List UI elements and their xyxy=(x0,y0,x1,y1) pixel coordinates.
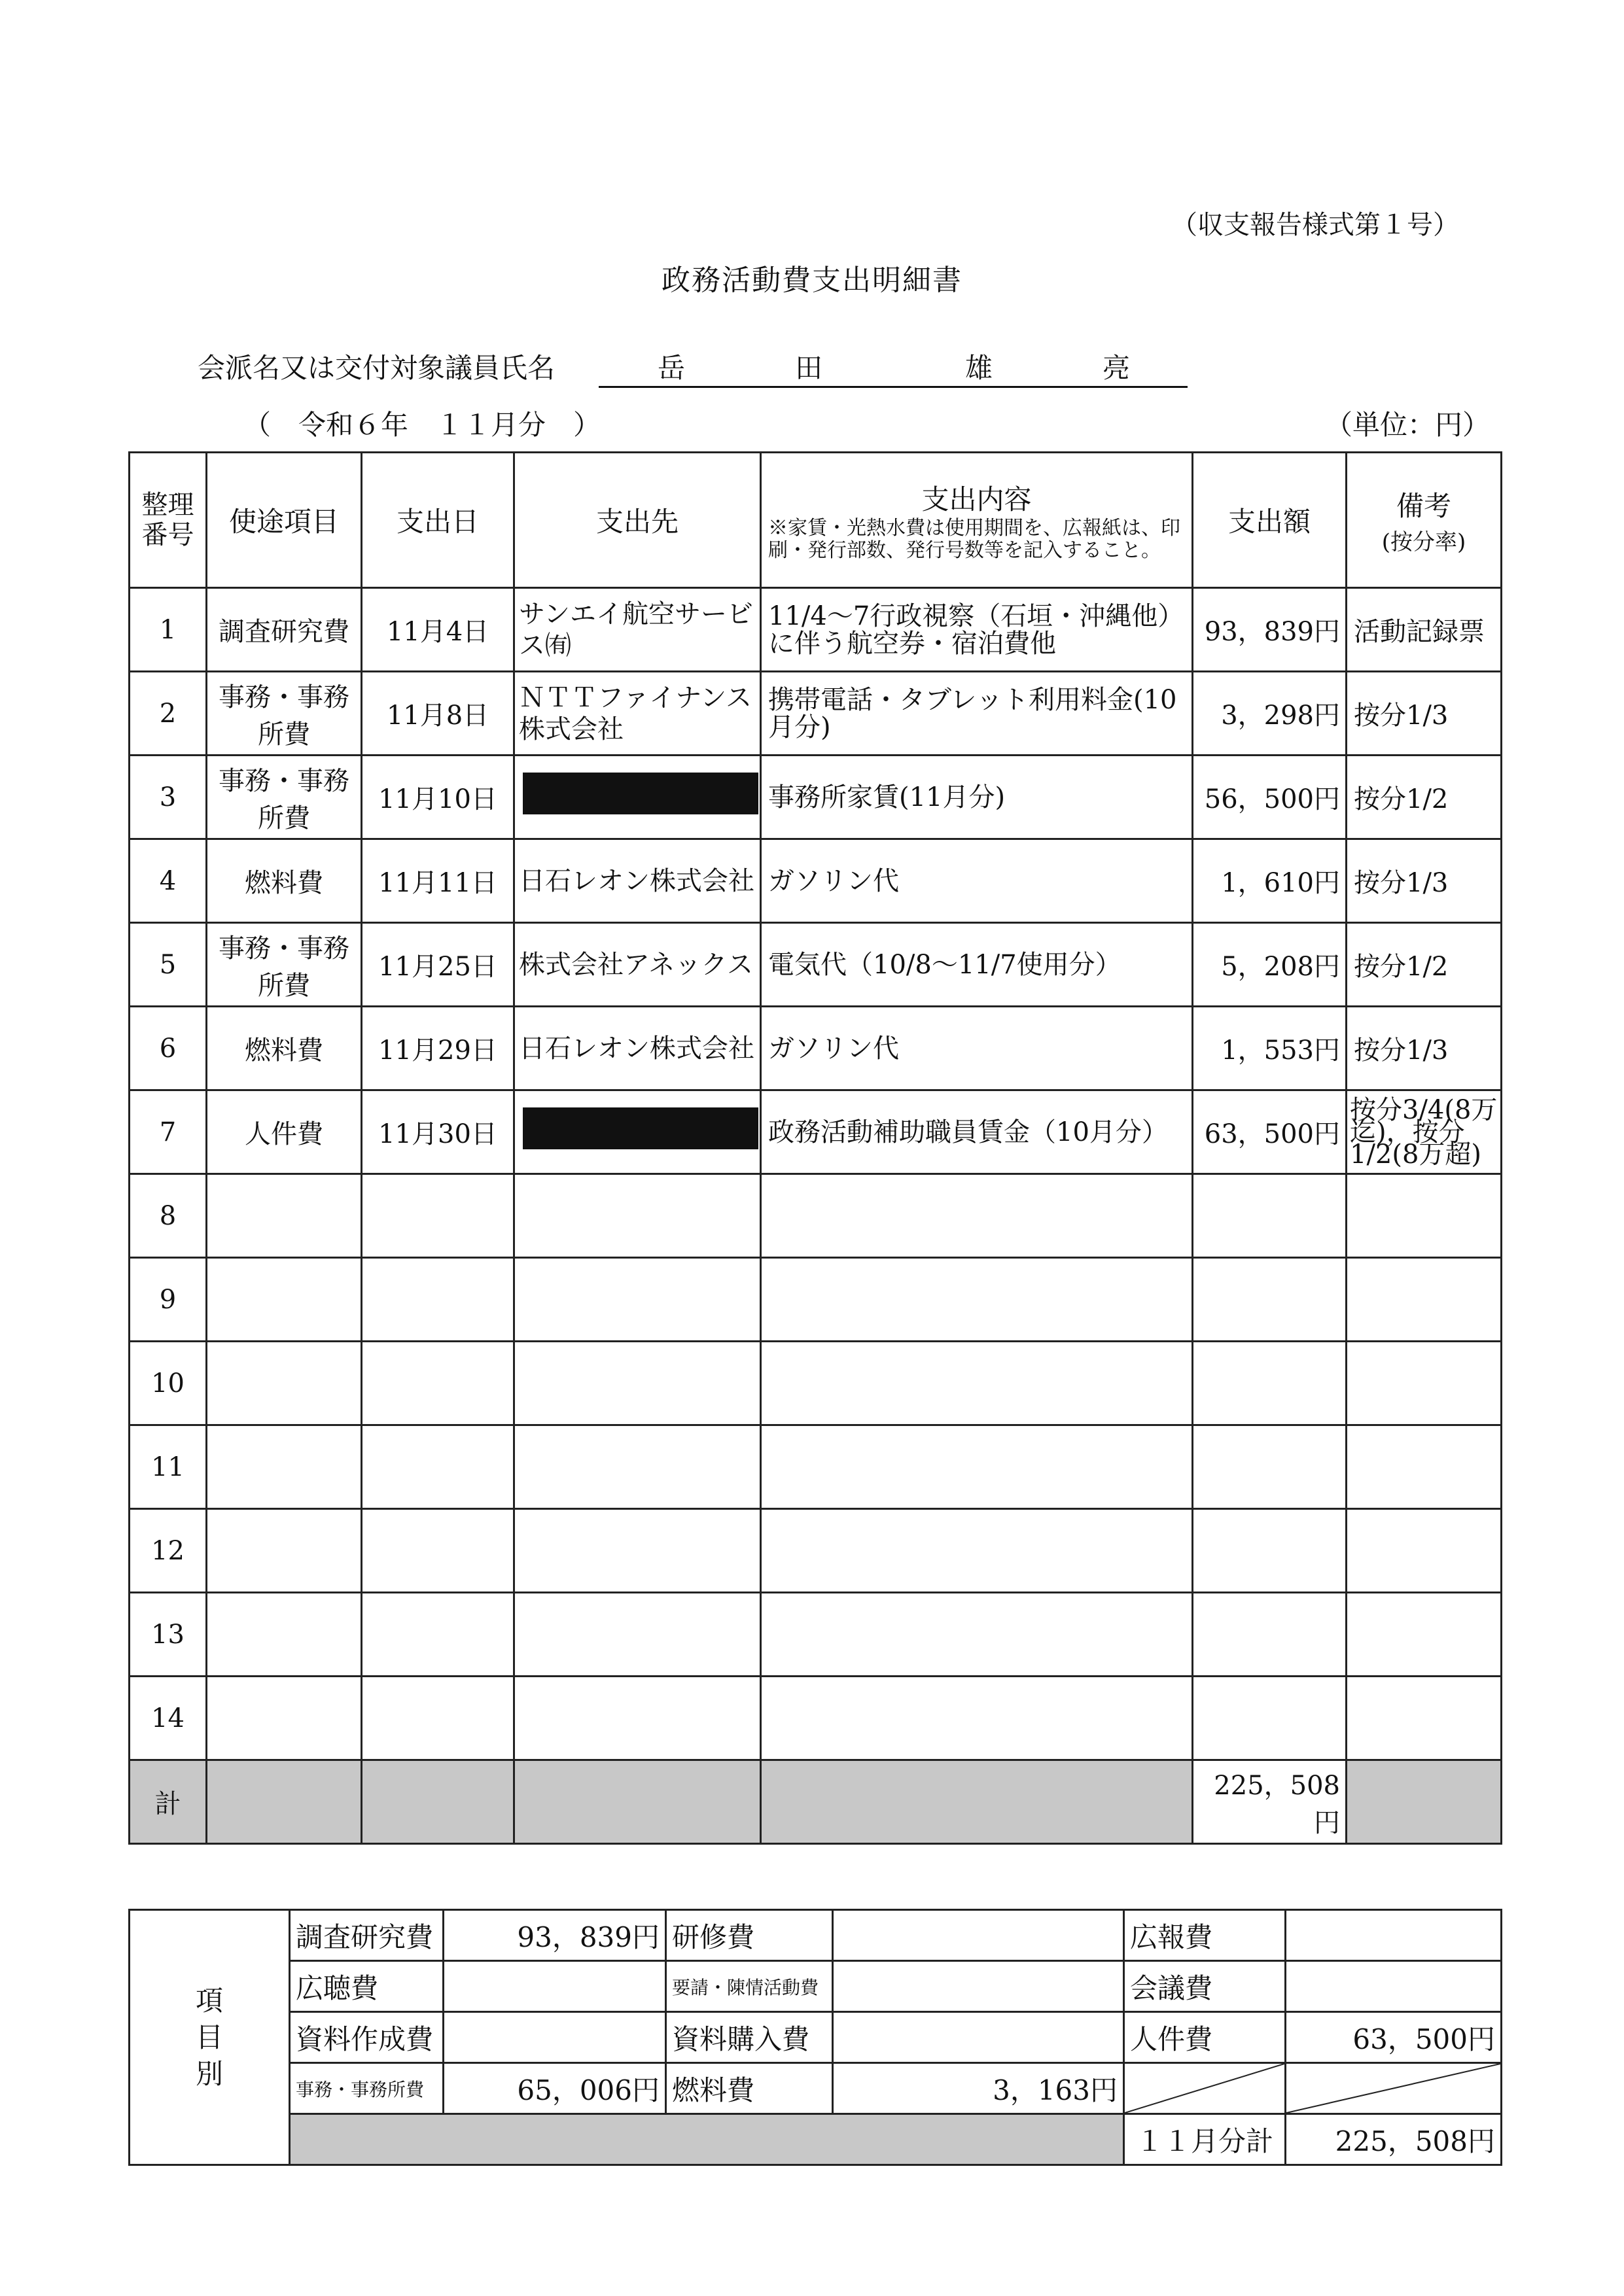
table-row xyxy=(130,1425,1502,1509)
col-remarks xyxy=(1347,453,1502,588)
summary-label-material-make: 資料作成費 xyxy=(290,2012,444,2063)
row-amount: 3，298円 xyxy=(1193,672,1347,756)
summary-label-personnel: 人件費 xyxy=(1124,2012,1286,2063)
row-content xyxy=(761,1509,1193,1593)
row-category xyxy=(207,1174,362,1258)
row-category: 事務・事務所費 xyxy=(207,756,362,839)
row-remarks xyxy=(1347,1342,1502,1425)
row-remarks xyxy=(1347,1593,1502,1677)
form-number: （収支報告様式第１号） xyxy=(1171,210,1459,240)
row-amount xyxy=(1193,1677,1347,1760)
summary-value-training xyxy=(833,1910,1124,1961)
col-content xyxy=(761,453,1193,588)
unit-label: （単位：円） xyxy=(1325,409,1491,441)
row-content: 電気代（10/8～11/7使用分） xyxy=(761,923,1193,1007)
diagonal-cell xyxy=(1286,2063,1502,2114)
member-name-char: 岳 xyxy=(658,352,686,384)
row-payee xyxy=(514,1342,761,1425)
row-number: 7 xyxy=(130,1090,207,1174)
col-amount: 支出額 xyxy=(1193,453,1347,588)
table-row xyxy=(130,923,1502,1007)
row-remarks: 按分1/3 xyxy=(1347,839,1502,923)
member-name-char: 亮 xyxy=(1103,352,1131,384)
row-date: 11月10日 xyxy=(362,756,514,839)
row-amount: 56，500円 xyxy=(1193,756,1347,839)
summary-value-personnel: 63，500円 xyxy=(1286,2012,1502,2063)
col-remarks-title: 備考 xyxy=(1396,489,1451,522)
row-content xyxy=(761,1425,1193,1509)
row-payee xyxy=(514,756,761,839)
summary-value-research: 93，839円 xyxy=(444,1910,666,1961)
diagonal-line xyxy=(1125,2064,1284,2113)
member-label: 会派名又は交付対象議員氏名 xyxy=(198,352,556,384)
row-number: 9 xyxy=(130,1258,207,1342)
row-payee xyxy=(514,1174,761,1258)
row-content xyxy=(761,1593,1193,1677)
row-date: 11月11日 xyxy=(362,839,514,923)
row-number: 11 xyxy=(130,1425,207,1509)
row-category: 事務・事務所費 xyxy=(207,923,362,1007)
row-amount xyxy=(1193,1425,1347,1509)
summary-value-meeting xyxy=(1286,1961,1502,2012)
summary-row xyxy=(130,1910,1502,1961)
row-date xyxy=(362,1174,514,1258)
row-number: 5 xyxy=(130,923,207,1007)
row-amount xyxy=(1193,1174,1347,1258)
col-number: 整理番号 xyxy=(130,453,207,588)
member-name xyxy=(599,347,1188,388)
table-row xyxy=(130,1342,1502,1425)
summary-value-petition xyxy=(833,1961,1124,2012)
row-payee xyxy=(514,1425,761,1509)
summary-label-fuel: 燃料費 xyxy=(666,2063,833,2114)
row-remarks xyxy=(1347,1509,1502,1593)
summary-label-pr: 広報費 xyxy=(1124,1910,1286,1961)
row-payee xyxy=(514,1509,761,1593)
row-amount: 63，500円 xyxy=(1193,1090,1347,1174)
row-content xyxy=(761,1258,1193,1342)
summary-value-material-make xyxy=(444,2012,666,2063)
row-content: 政務活動補助職員賃金（10月分） xyxy=(761,1090,1193,1174)
table-row xyxy=(130,839,1502,923)
row-remarks xyxy=(1347,1677,1502,1760)
row-remarks: 按分1/2 xyxy=(1347,923,1502,1007)
shaded-cell xyxy=(761,1760,1193,1844)
row-number: 4 xyxy=(130,839,207,923)
row-number: 8 xyxy=(130,1174,207,1258)
summary-row xyxy=(130,1961,1502,2012)
summary-label-research: 調査研究費 xyxy=(290,1910,444,1961)
row-category xyxy=(207,1593,362,1677)
row-payee xyxy=(514,1090,761,1174)
summary-value-hearing xyxy=(444,1961,666,2012)
row-date xyxy=(362,1425,514,1509)
shaded-cell xyxy=(1347,1760,1502,1844)
table-row xyxy=(130,1677,1502,1760)
summary-table xyxy=(128,1909,1502,2166)
table-row xyxy=(130,588,1502,672)
row-date: 11月30日 xyxy=(362,1090,514,1174)
summary-value-fuel: 3，163円 xyxy=(833,2063,1124,2114)
row-amount: 1，610円 xyxy=(1193,839,1347,923)
summary-label-meeting: 会議費 xyxy=(1124,1961,1286,2012)
table-row xyxy=(130,756,1502,839)
row-date xyxy=(362,1677,514,1760)
row-number: 2 xyxy=(130,672,207,756)
diagonal-line xyxy=(1286,2064,1500,2113)
summary-row xyxy=(130,2012,1502,2063)
row-payee: ＮＴＴファイナンス株式会社 xyxy=(514,672,761,756)
row-content xyxy=(761,1342,1193,1425)
row-amount xyxy=(1193,1509,1347,1593)
row-category: 調査研究費 xyxy=(207,588,362,672)
row-date: 11月8日 xyxy=(362,672,514,756)
table-header-row xyxy=(130,453,1502,588)
row-number: 13 xyxy=(130,1593,207,1677)
row-payee: サンエイ航空サービス㈲ xyxy=(514,588,761,672)
row-date: 11月4日 xyxy=(362,588,514,672)
col-payee: 支出先 xyxy=(514,453,761,588)
shaded-cell xyxy=(207,1760,362,1844)
expense-table xyxy=(128,451,1502,1845)
row-date xyxy=(362,1593,514,1677)
row-remarks: 活動記録票 xyxy=(1347,588,1502,672)
row-content: 事務所家賃(11月分) xyxy=(761,756,1193,839)
row-category: 燃料費 xyxy=(207,839,362,923)
row-number: 6 xyxy=(130,1007,207,1090)
summary-label-material-buy: 資料購入費 xyxy=(666,2012,833,2063)
row-number: 10 xyxy=(130,1342,207,1425)
summary-label-hearing: 広聴費 xyxy=(290,1961,444,2012)
row-category xyxy=(207,1258,362,1342)
row-number: 3 xyxy=(130,756,207,839)
row-number: 1 xyxy=(130,588,207,672)
row-remarks: 按分1/2 xyxy=(1347,756,1502,839)
col-date: 支出日 xyxy=(362,453,514,588)
row-number: 12 xyxy=(130,1509,207,1593)
page-title: 政務活動費支出明細書 xyxy=(662,264,962,297)
row-content: ガソリン代 xyxy=(761,1007,1193,1090)
total-amount: 225，508円 xyxy=(1193,1760,1347,1844)
row-amount: 1，553円 xyxy=(1193,1007,1347,1090)
summary-value-pr xyxy=(1286,1910,1502,1961)
table-row xyxy=(130,1509,1502,1593)
redaction-bar xyxy=(523,1107,758,1149)
month-total-value: 225，508円 xyxy=(1286,2114,1502,2165)
row-date: 11月25日 xyxy=(362,923,514,1007)
month-total-label: １１月分計 xyxy=(1124,2114,1286,2165)
table-row xyxy=(130,1090,1502,1174)
summary-side-label xyxy=(130,1910,290,2165)
row-content: ガソリン代 xyxy=(761,839,1193,923)
summary-value-material-buy xyxy=(833,2012,1124,2063)
row-payee: 日石レオン株式会社 xyxy=(514,1007,761,1090)
row-category: 燃料費 xyxy=(207,1007,362,1090)
summary-label-office: 事務・事務所費 xyxy=(290,2063,444,2114)
row-category: 事務・事務所費 xyxy=(207,672,362,756)
row-amount xyxy=(1193,1342,1347,1425)
shaded-cell xyxy=(290,2114,1124,2165)
row-remarks xyxy=(1347,1174,1502,1258)
row-amount xyxy=(1193,1593,1347,1677)
member-name-char: 雄 xyxy=(965,352,993,384)
col-content-title: 支出内容 xyxy=(921,483,1032,515)
row-date xyxy=(362,1258,514,1342)
diagonal-cell xyxy=(1124,2063,1286,2114)
row-remarks xyxy=(1347,1425,1502,1509)
table-row xyxy=(130,1593,1502,1677)
row-content: 携帯電話・タブレット利用料金(10月分) xyxy=(761,672,1193,756)
row-category xyxy=(207,1425,362,1509)
total-label: 計 xyxy=(130,1760,207,1844)
row-category xyxy=(207,1677,362,1760)
shaded-cell xyxy=(362,1760,514,1844)
row-number: 14 xyxy=(130,1677,207,1760)
row-category xyxy=(207,1342,362,1425)
row-remarks xyxy=(1347,1258,1502,1342)
row-payee xyxy=(514,1593,761,1677)
total-row xyxy=(130,1760,1502,1844)
summary-label-petition: 要請・陳情活動費 xyxy=(666,1961,833,2012)
row-category: 人件費 xyxy=(207,1090,362,1174)
row-content xyxy=(761,1174,1193,1258)
row-payee xyxy=(514,1677,761,1760)
row-date xyxy=(362,1509,514,1593)
row-date xyxy=(362,1342,514,1425)
summary-label-training: 研修費 xyxy=(666,1910,833,1961)
summary-row xyxy=(130,2063,1502,2114)
row-remarks: 按分1/3 xyxy=(1347,672,1502,756)
col-category: 使途項目 xyxy=(207,453,362,588)
table-row xyxy=(130,1174,1502,1258)
row-payee: 株式会社アネックス xyxy=(514,923,761,1007)
row-content: 11/4～7行政視察（石垣・沖縄他）に伴う航空券・宿泊費他 xyxy=(761,588,1193,672)
row-amount: 5，208円 xyxy=(1193,923,1347,1007)
row-payee xyxy=(514,1258,761,1342)
row-remarks: 按分3/4(8万迄)，按分1/2(8万超) xyxy=(1347,1090,1502,1174)
row-content xyxy=(761,1677,1193,1760)
row-amount xyxy=(1193,1258,1347,1342)
summary-row xyxy=(130,2114,1502,2165)
row-remarks: 按分1/3 xyxy=(1347,1007,1502,1090)
row-date: 11月29日 xyxy=(362,1007,514,1090)
row-amount: 93，839円 xyxy=(1193,588,1347,672)
member-name-char: 田 xyxy=(795,352,823,384)
table-row xyxy=(130,672,1502,756)
row-category xyxy=(207,1509,362,1593)
table-row xyxy=(130,1007,1502,1090)
redaction-bar xyxy=(523,773,758,814)
row-payee: 日石レオン株式会社 xyxy=(514,839,761,923)
period: （ 令和６年 １１月分 ） xyxy=(243,409,601,441)
col-remarks-sub: (按分率) xyxy=(1381,529,1466,555)
summary-value-office: 65，006円 xyxy=(444,2063,666,2114)
summary-side-text: 項目別 xyxy=(195,1984,223,2090)
shaded-cell xyxy=(514,1760,761,1844)
col-content-note: ※家賃・光熱水費は使用期間を、広報紙は、印刷・発行部数、発行号数等を記入すること。 xyxy=(768,517,1180,562)
table-row xyxy=(130,1258,1502,1342)
